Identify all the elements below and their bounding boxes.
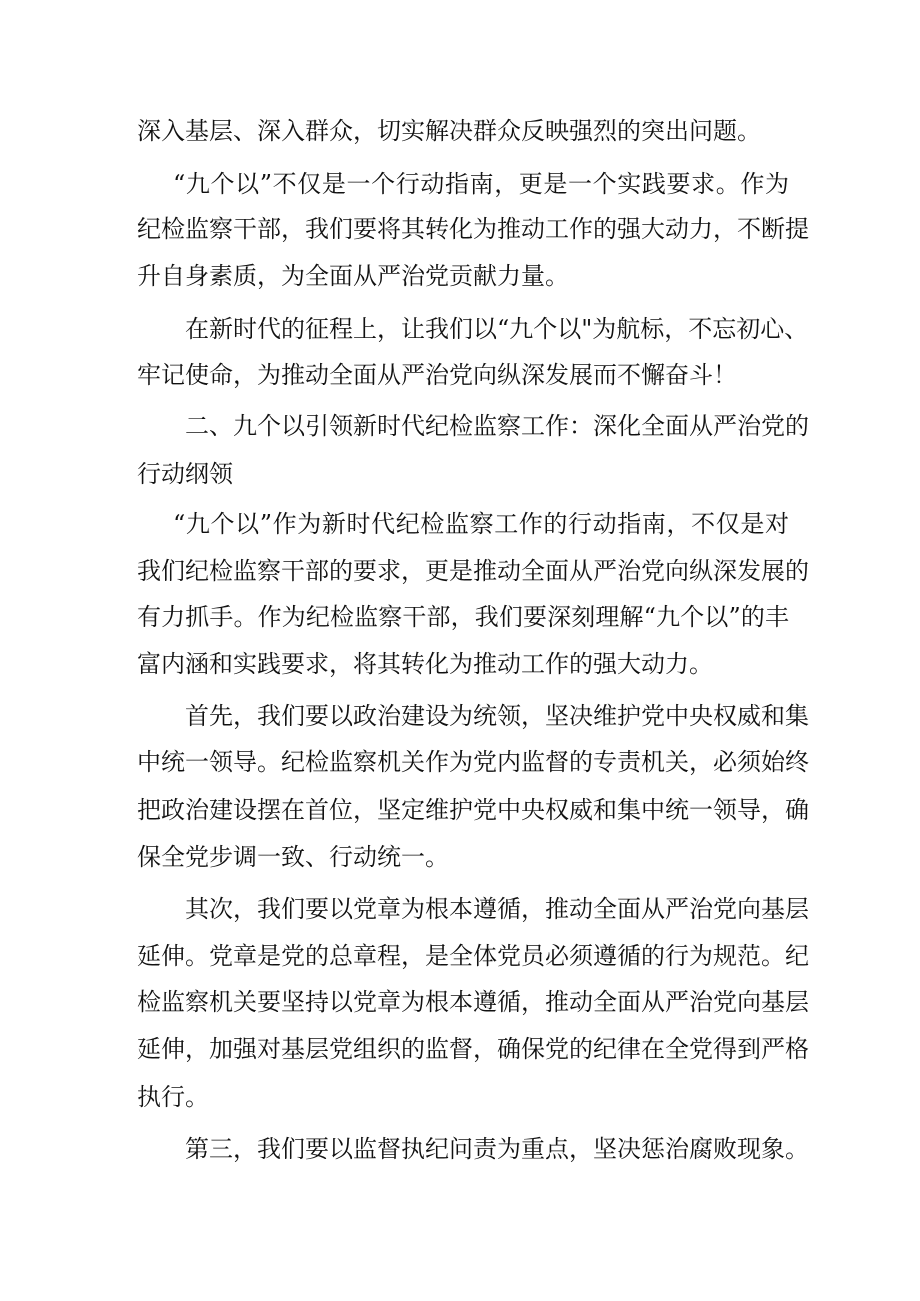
- text-line: 牢记使命，为推动全面从严治党向纵深发展而不懈奋斗！: [137, 361, 737, 389]
- text-line: 检监察机关要坚持以党章为根本遵循，推动全面从严治党向基层: [137, 988, 809, 1016]
- text-line: 延伸，加强对基层党组织的监督，确保党的纪律在全党得到严格: [137, 1035, 809, 1063]
- text-line: “九个以”不仅是一个行动指南，更是一个实践要求。作为: [173, 170, 789, 198]
- text-line: 执行。: [137, 1083, 209, 1111]
- section-heading: 行动纲领: [137, 460, 233, 488]
- text-line: 在新时代的征程上，让我们以“九个以"为航标，不忘初心、: [185, 315, 809, 343]
- text-line: 有力抓手。作为纪检监察干部，我们要深刻理解“九个以”的丰: [137, 603, 789, 631]
- text-line: 保全党步调一致、行动统一。: [137, 843, 449, 871]
- text-line: 延伸。党章是党的总章程，是全体党员必须遵循的行为规范。纪: [137, 942, 809, 970]
- section-heading: 二、九个以引领新时代纪检监察工作：深化全面从严治党的: [185, 412, 809, 440]
- text-line: 中统一领导。纪检监察机关作为党内监督的专责机关，必须始终: [137, 748, 809, 776]
- text-line: 纪检监察干部，我们要将其转化为推动工作的强大动力，不断提: [137, 215, 809, 243]
- text-line: 升自身素质，为全面从严治党贡献力量。: [137, 262, 569, 290]
- text-line: 首先，我们要以政治建设为统领，坚决维护党中央权威和集: [185, 702, 809, 730]
- text-line: 我们纪检监察干部的要求，更是推动全面从严治党向纵深发展的: [137, 557, 809, 585]
- text-line: 其次，我们要以党章为根本遵循，推动全面从严治党向基层: [185, 895, 809, 923]
- text-line: 把政治建设摆在首位，坚定维护党中央权威和集中统一领导，确: [137, 796, 809, 824]
- text-line: 富内涵和实践要求，将其转化为推动工作的强大动力。: [137, 650, 713, 678]
- text-line: 第三，我们要以监督执纪问责为重点，坚决惩治腐败现象。: [185, 1135, 809, 1163]
- text-line: “九个以”作为新时代纪检监察工作的行动指南，不仅是对: [173, 510, 789, 538]
- text-line: 深入基层、深入群众，切实解决群众反映强烈的突出问题。: [137, 117, 761, 145]
